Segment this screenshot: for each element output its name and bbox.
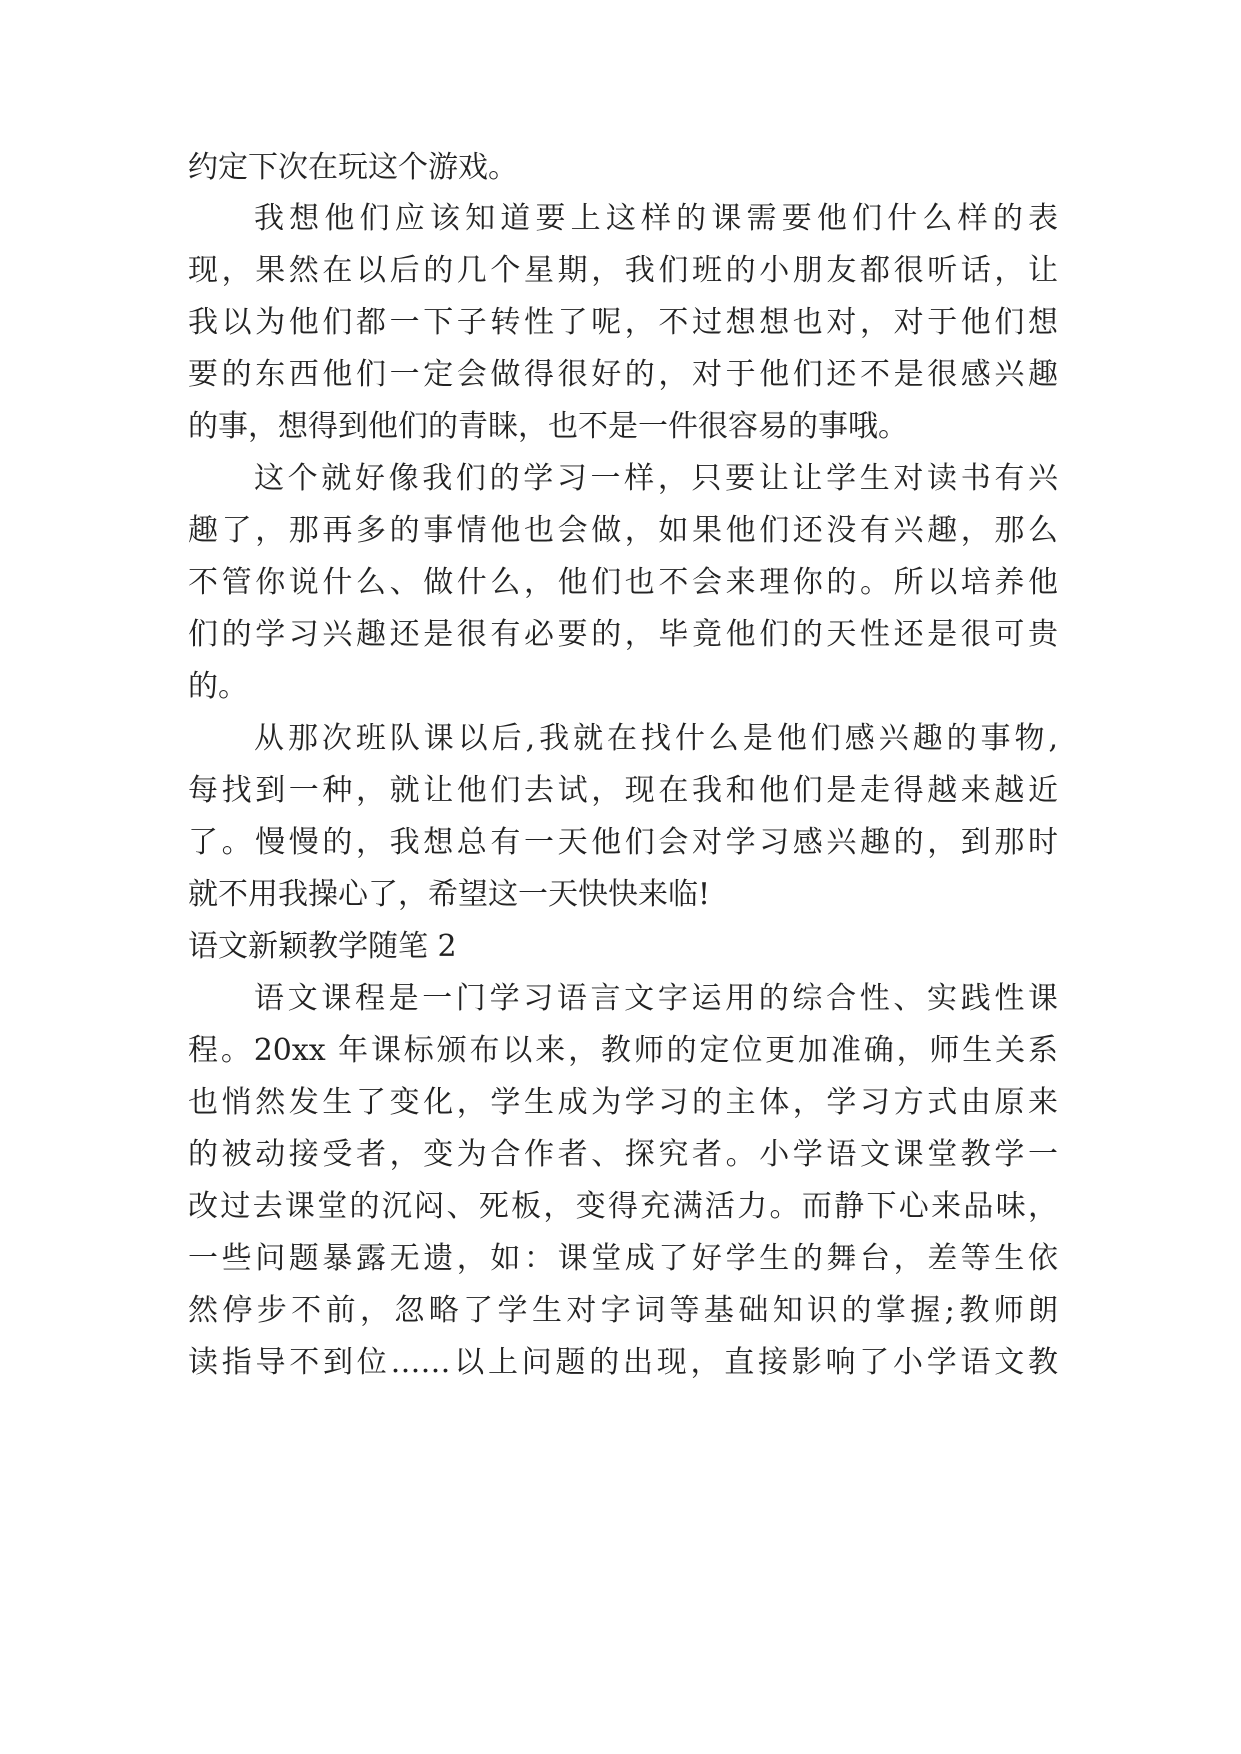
paragraph-line: 的。 [188,669,248,704]
paragraph-line: 的事，想得到他们的青睐，也不是一件很容易的事哦。 [188,409,908,444]
paragraph-line: 现，果然在以后的几个星期，我们班的小朋友都很听话，让 [188,253,1058,288]
paragraph-line: 们的学习兴趣还是很有必要的，毕竟他们的天性还是很可贵 [188,617,1058,652]
paragraph-line: 我以为他们都一下子转性了呢，不过想想也对，对于他们想 [188,305,1058,340]
paragraph-line: 读指导不到位……以上问题的出现，直接影响了小学语文教 [188,1345,1058,1380]
paragraph-line: 要的东西他们一定会做得很好的，对于他们还不是很感兴趣 [188,357,1058,392]
paragraph-line: 语文课程是一门学习语言文字运用的综合性、实践性课 [254,981,1058,1016]
paragraph-line: 程。20xx 年课标颁布以来，教师的定位更加准确，师生关系 [188,1033,1058,1068]
paragraph-line: 不管你说什么、做什么，他们也不会来理你的。所以培养他 [188,565,1058,600]
paragraph-line: 然停步不前，忽略了学生对字词等基础知识的掌握;教师朗 [188,1293,1058,1328]
paragraph-line: 了。慢慢的，我想总有一天他们会对学习感兴趣的，到那时 [188,825,1058,860]
paragraph-line: 的被动接受者，变为合作者、探究者。小学语文课堂教学一 [188,1137,1058,1172]
paragraph-line: 我想他们应该知道要上这样的课需要他们什么样的表 [254,201,1058,236]
paragraph-line: 一些问题暴露无遗，如：课堂成了好学生的舞台，差等生依 [188,1241,1058,1276]
paragraph-line: 这个就好像我们的学习一样，只要让让学生对读书有兴 [254,461,1058,496]
paragraph-line: 从那次班队课以后,我就在找什么是他们感兴趣的事物, [254,721,1058,756]
paragraph-line: 每找到一种，就让他们去试，现在我和他们是走得越来越近 [188,773,1058,808]
section-heading: 语文新颖教学随笔 2 [188,929,457,964]
paragraph-line: 也悄然发生了变化，学生成为学习的主体，学习方式由原来 [188,1085,1058,1120]
paragraph-line: 趣了，那再多的事情他也会做，如果他们还没有兴趣，那么 [188,513,1058,548]
paragraph-line: 改过去课堂的沉闷、死板，变得充满活力。而静下心来品味， [188,1189,1058,1224]
paragraph-line: 就不用我操心了，希望这一天快快来临! [188,877,711,912]
paragraph-line: 约定下次在玩这个游戏。 [188,150,518,185]
